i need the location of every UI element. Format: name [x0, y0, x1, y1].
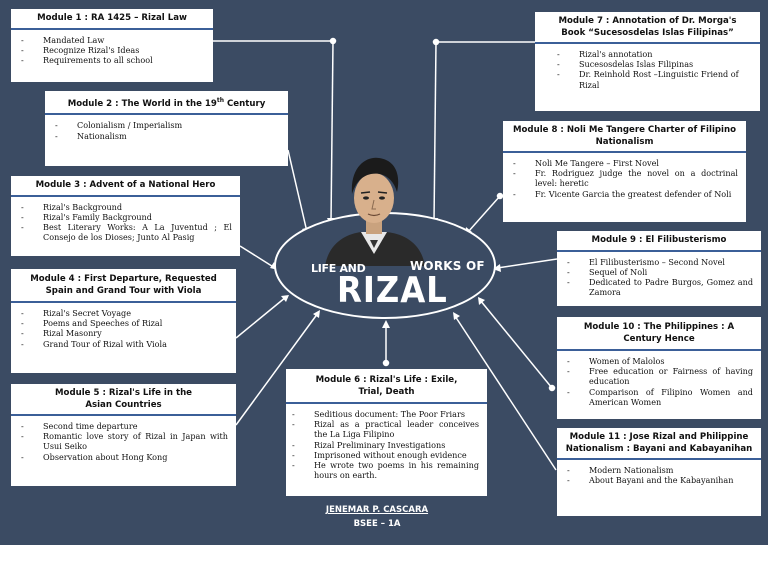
module-7-card — [535, 12, 760, 111]
module-3-item: - Best Literary Works: A La Juventud ; El Consejo de los Dioses; Junto Al Pasig — [21, 222, 232, 242]
title-underline — [45, 113, 288, 115]
author-name: JENEMAR P. CASCARA — [325, 505, 429, 515]
module-5-item: - Observation about Hong Kong — [21, 452, 228, 462]
module-4-item: - Grand Tour of Rizal with Viola — [21, 339, 228, 349]
module-10-item: - Women of Malolos — [567, 356, 753, 366]
hub-label-life-and: LIFE AND — [311, 262, 366, 275]
module-1-item: - Recognize Rizal's Ideas — [21, 45, 205, 55]
module-2-title-main: Module 2 : The World in the 19 — [67, 98, 217, 109]
module-5-title: Module 5 : Rizal's Life in the Asian Countries — [54, 388, 193, 410]
module-5-item: - Romantic love story of Rizal in Japan with Usui Seiko — [21, 431, 228, 451]
module-4-item: - Poems and Speeches of Rizal — [21, 318, 228, 328]
module-11-item: - Modern Nationalism — [567, 465, 753, 475]
module-7-item: - Dr. Reinhold Rost –Linguistic Friend of Rizal — [557, 69, 752, 89]
module-7-title: Module 7 : Annotation of Dr. Morga's Book “Sucesosdelas Islas Filipinas” — [558, 16, 737, 38]
module-9-title: Module 9 : El Filibusterismo — [591, 235, 727, 245]
module-7-item: - Sucesosdelas Islas Filipinas — [557, 59, 752, 69]
connector-module-9 — [497, 259, 557, 268]
module-2-item: - Colonialism / Imperialism — [55, 120, 280, 130]
module-1-item: - Mandated Law — [21, 35, 205, 45]
module-11-item: - About Bayani and the Kabayanihan — [567, 475, 753, 485]
author-course: BSEE – 1A — [353, 519, 401, 529]
module-2-title-sup: th — [216, 97, 224, 104]
module-1-item: - Requirements to all school — [21, 55, 205, 65]
hub-label-works-of: WORKS OF — [410, 259, 485, 273]
module-1-card — [11, 9, 213, 82]
module-8-item: - Fr. Rodriguez judge the novel on a doctrinal level: heretic — [513, 168, 738, 188]
connector-module-3 — [240, 246, 275, 268]
connector-module-2 — [288, 150, 307, 232]
title-underline — [557, 250, 761, 252]
module-10-card — [557, 317, 761, 419]
module-5-item: - Second time departure — [21, 421, 228, 431]
module-6-item: - Seditious document: The Poor Friars — [292, 409, 479, 419]
module-2-title-end: Century — [224, 98, 266, 109]
module-8-card — [503, 121, 746, 222]
module-9-item: - El Filibusterismo – Second Novel — [567, 257, 753, 267]
module-6-item: - Rizal as a practical leader conceives the La Liga Filipino — [292, 419, 479, 439]
module-8-title: Module 8 : Noli Me Tangere Charter of Filipino Nationalism — [512, 125, 737, 147]
title-underline — [503, 151, 746, 153]
module-11-title: Module 11 : Jose Rizal and Philippine Nationalism : Bayani and Kabayanihan — [565, 432, 753, 454]
module-6-item: - Imprisoned without enough evidence — [292, 450, 479, 460]
module-6-item: - He wrote two poems in his remaining hours on earth. — [292, 460, 479, 480]
module-5-card — [11, 384, 236, 486]
module-6-title: Module 6 : Rizal's Life : Exile, Trial, Death — [315, 375, 458, 397]
module-9-item: - Sequel of Noli — [567, 267, 753, 277]
title-underline — [11, 301, 236, 303]
title-underline — [557, 349, 761, 351]
module-2-card — [45, 91, 288, 166]
module-8-item: - Fr. Vicente Garcia the greatest defender of Noli — [513, 189, 738, 199]
module-2-title — [45, 91, 288, 113]
title-underline — [11, 414, 236, 416]
connector-module-10 — [480, 300, 552, 388]
module-9-card — [557, 231, 761, 306]
title-underline — [11, 28, 213, 30]
title-underline — [286, 402, 487, 404]
module-10-item: - Free education or Fairness of having education — [567, 366, 753, 386]
module-3-item: - Rizal's Family Background — [21, 212, 232, 222]
module-4-card — [11, 269, 236, 373]
module-11-card — [557, 428, 761, 516]
hub-title-rizal: RIZAL — [337, 270, 448, 311]
bottom-strip — [0, 545, 768, 569]
module-3-card — [11, 176, 240, 256]
module-10-title: Module 10 : The Philippines : A Century Hence — [583, 322, 735, 344]
module-1-title: Module 1 : RA 1425 – Rizal Law — [37, 13, 187, 23]
title-underline — [535, 42, 760, 44]
module-6-card — [286, 369, 487, 496]
module-4-item: - Rizal's Secret Voyage — [21, 308, 228, 318]
rizal-portrait — [321, 144, 427, 266]
module-3-title: Module 3 : Advent of a National Hero — [35, 180, 216, 190]
module-8-item: - Noli Me Tangere – First Novel — [513, 158, 738, 168]
module-7-item: - Rizal's annotation — [557, 49, 752, 59]
module-4-item: - Rizal Masonry — [21, 328, 228, 338]
title-underline — [11, 195, 240, 197]
module-3-item: - Rizal's Background — [21, 202, 232, 212]
connector-module-4 — [236, 297, 286, 338]
connector-module-8 — [468, 196, 500, 232]
title-underline — [557, 458, 761, 460]
module-4-title: Module 4 : First Departure, Requested Spain and Grand Tour with Viola — [30, 274, 217, 296]
module-10-item: - Comparison of Filipino Women and American Women — [567, 387, 753, 407]
module-9-item: - Dedicated to Padre Burgos, Gomez and Zamora — [567, 277, 753, 297]
module-2-item: - Nationalism — [55, 131, 280, 141]
module-6-item: - Rizal Preliminary Investigations — [292, 440, 479, 450]
